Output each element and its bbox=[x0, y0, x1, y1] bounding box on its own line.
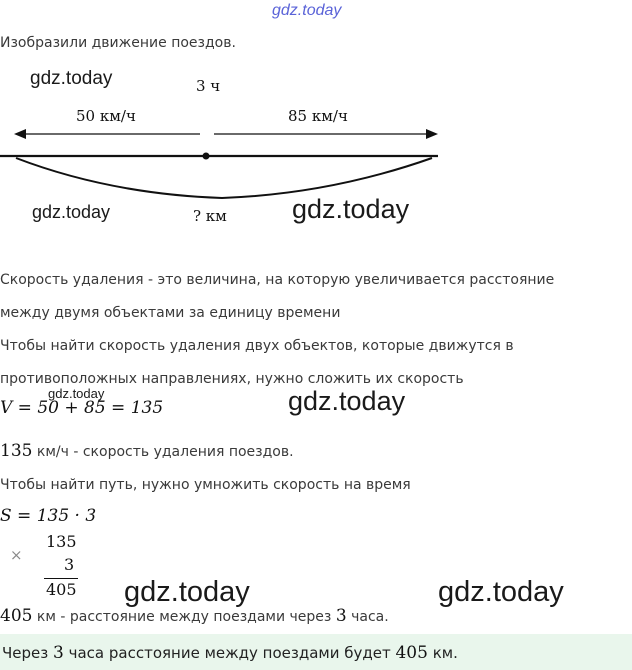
speed-value: 135 bbox=[0, 441, 33, 461]
watermark-diagram-left-top: gdz.today bbox=[30, 68, 113, 89]
start-point bbox=[203, 153, 210, 160]
distance-label: ? км bbox=[193, 207, 227, 225]
intro-text: Изобразили движение поездов. bbox=[0, 35, 236, 51]
formula-v: V = 50 + 85 = 135 bbox=[0, 398, 164, 418]
watermark-diagram-right: gdz.today bbox=[292, 194, 410, 224]
multiplier: 3 bbox=[64, 555, 75, 574]
answer-suffix: км. bbox=[427, 644, 458, 662]
formula-s: S = 135 · 3 bbox=[0, 506, 97, 526]
distance-value: 405 bbox=[0, 606, 33, 626]
answer-hours: 3 bbox=[53, 643, 64, 663]
left-speed-label: 50 км/ч bbox=[76, 107, 136, 125]
speed-text: км/ч - скорость удаления поездов. bbox=[32, 444, 294, 460]
answer-middle: часа расстояние между поездами будет bbox=[63, 644, 396, 662]
distance-text-after: часа. bbox=[346, 609, 389, 625]
watermark-formula-big: gdz.today bbox=[288, 386, 406, 416]
distance-hours: 3 bbox=[335, 606, 347, 626]
watermark-top: gdz.today bbox=[272, 2, 342, 19]
right-speed-label: 85 км/ч bbox=[288, 107, 348, 125]
watermark-formula-small: gdz.today bbox=[48, 386, 105, 401]
distance-brace bbox=[16, 158, 432, 198]
answer-box bbox=[0, 634, 632, 670]
time-label: 3 ч bbox=[196, 77, 221, 95]
watermark-bottom-left: gdz.today bbox=[124, 576, 250, 608]
multiplicand: 135 bbox=[46, 532, 77, 551]
speed-result-line bbox=[0, 441, 294, 461]
product: 405 bbox=[46, 580, 77, 599]
rule-line-2: противоположных направлениях, нужно сложить их скорость bbox=[0, 371, 464, 387]
path-rule: Чтобы найти путь, нужно умножить скорость на время bbox=[0, 477, 411, 493]
left-arrowhead bbox=[14, 129, 26, 139]
multiply-sign: × bbox=[10, 546, 23, 564]
watermark-bottom-right: gdz.today bbox=[438, 576, 564, 608]
definition-line-1: Скорость удаления - это величина, на которую увеличивается расстояние bbox=[0, 272, 555, 288]
answer-value: 405 bbox=[395, 643, 428, 663]
right-arrowhead bbox=[426, 129, 438, 139]
multiply-rule bbox=[44, 578, 78, 579]
answer-prefix: Через bbox=[2, 644, 54, 662]
definition-line-2: между двумя объектами за единицу времени bbox=[0, 305, 341, 321]
distance-text-before: км - расстояние между поездами через bbox=[32, 609, 336, 625]
distance-result-line bbox=[0, 606, 389, 626]
watermark-diagram-left-bottom: gdz.today bbox=[32, 202, 111, 222]
answer-text bbox=[2, 643, 458, 663]
rule-line-1: Чтобы найти скорость удаления двух объектов, которые движутся в bbox=[0, 338, 514, 354]
